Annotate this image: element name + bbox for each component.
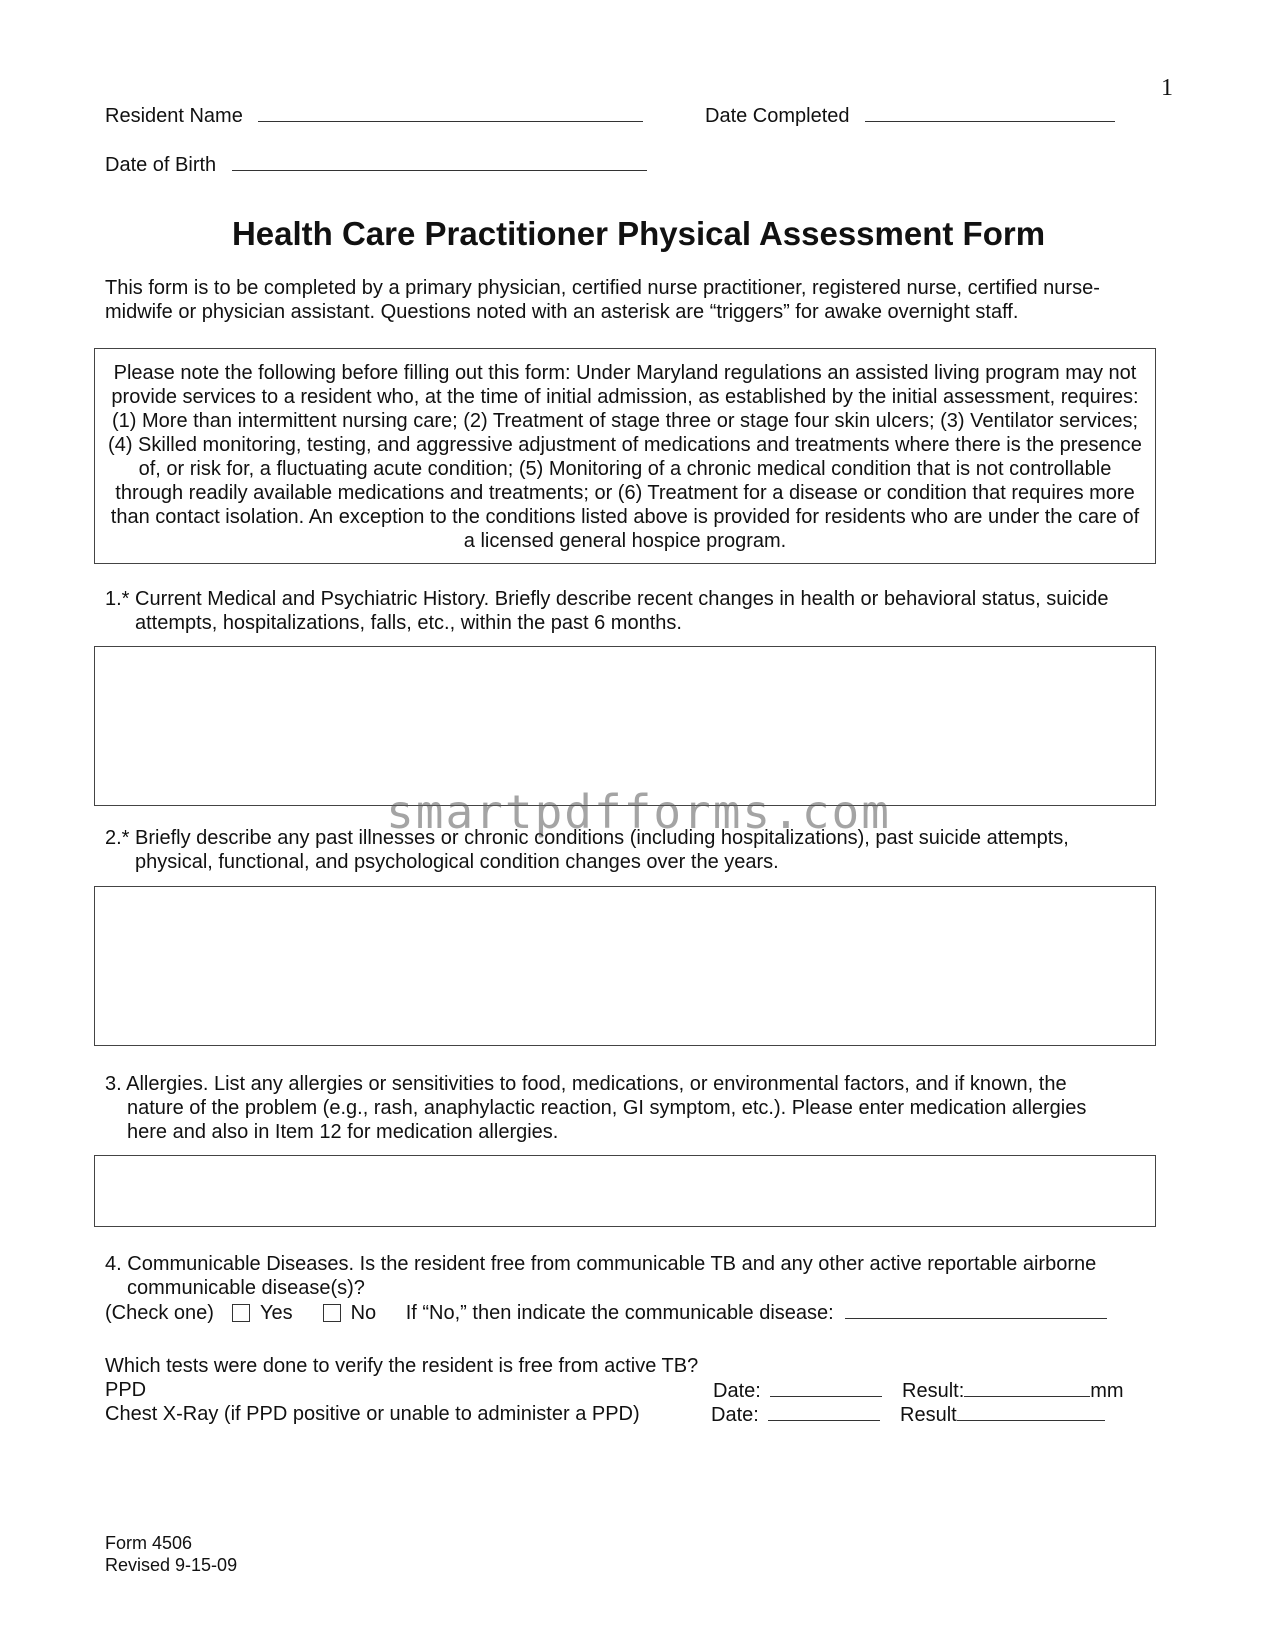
xray-result-field [900, 1402, 1105, 1427]
question-2-number: 2.* [105, 827, 130, 849]
question-3-text: Allergies. List any allergies or sensitivities to food, medications, or environmental factors, and if known, the [126, 1073, 1067, 1095]
communicable-disease-blank[interactable] [845, 1300, 1107, 1319]
question-1-number: 1.* [105, 588, 130, 610]
xray-date-field [711, 1402, 880, 1427]
ppd-unit: mm [1090, 1380, 1124, 1402]
xray-date-blank[interactable] [768, 1402, 880, 1421]
date-of-birth-blank[interactable] [232, 152, 647, 171]
watermark: smartpdfforms.com [386, 785, 891, 839]
ppd-date-blank[interactable] [770, 1378, 882, 1397]
question-2-text: Briefly describe any past illnesses or chronic conditions (including hospitalizations), past suicide attempts, [135, 827, 1069, 849]
footer [105, 1532, 237, 1576]
xray-result-blank[interactable] [957, 1402, 1105, 1421]
resident-name-label: Resident Name [105, 105, 243, 127]
date-completed-blank[interactable] [865, 103, 1115, 122]
yes-checkbox[interactable] [232, 1304, 250, 1322]
date-of-birth-field [105, 152, 647, 177]
intro-text: This form is to be completed by a primary physician, certified nurse practitioner, registered nurse, certified nurse-midwife or physician assistant. Questions noted with an asterisk are “triggers” for awake overnight staff. [105, 277, 1100, 323]
form-title: Health Care Practitioner Physical Assessment Form [231, 215, 1046, 252]
question-4-number: 4. [105, 1253, 122, 1275]
question-1-text: Current Medical and Psychiatric History. Briefly describe recent changes in health or behavioral status, suicide [135, 588, 1109, 610]
question-1-answer-box[interactable] [94, 646, 1156, 806]
resident-name-field [105, 103, 643, 128]
page-number: 1 [1161, 75, 1173, 101]
footer-form-number: Form 4506 [105, 1533, 193, 1553]
tb-question: Which tests were done to verify the resident is free from active TB? [105, 1355, 699, 1377]
notice-box [94, 348, 1156, 564]
question-2 [105, 826, 1165, 874]
ppd-result-field [902, 1378, 1124, 1403]
question-4 [105, 1252, 1165, 1325]
no-label: No [350, 1302, 377, 1324]
question-1 [105, 587, 1165, 635]
resident-name-blank[interactable] [258, 103, 643, 122]
ppd-result-blank[interactable] [964, 1378, 1090, 1397]
question-3-text-cont2: here and also in Item 12 for medication allergies. [127, 1121, 559, 1143]
question-2-text-cont: physical, functional, and psychological condition changes over the years. [135, 851, 779, 873]
question-4-text-cont: communicable disease(s)? [127, 1277, 365, 1299]
question-1-text-cont: attempts, hospitalizations, falls, etc., within the past 6 months. [135, 612, 682, 634]
question-3 [105, 1072, 1165, 1144]
question-4-check-row [105, 1300, 1165, 1325]
date-completed-label: Date Completed [705, 105, 850, 127]
xray-label: Chest X-Ray (if PPD positive or unable to administer a PPD) [105, 1403, 640, 1425]
ppd-result-label: Result: [902, 1380, 965, 1402]
ppd-date-label: Date: [713, 1380, 761, 1402]
no-checkbox[interactable] [323, 1304, 341, 1322]
date-of-birth-label: Date of Birth [105, 154, 217, 176]
xray-date-label: Date: [711, 1404, 759, 1426]
date-completed-field [705, 103, 1115, 128]
question-3-answer-box[interactable] [94, 1155, 1156, 1227]
ppd-date-field [713, 1378, 882, 1403]
question-2-answer-box[interactable] [94, 886, 1156, 1046]
question-3-number: 3. [105, 1073, 122, 1095]
notice-text: Please note the following before filling out this form: Under Maryland regulations an assisted living program may not provide services to a resident who, at the time of initial admission, as established by the initial assessment, requires: (1) More than intermittent nursing care; (2) Treatment of stage three or stage four skin ulcers; (3) Ventilator services; (4) Skilled monitoring, testing, and aggressive adjustment of medications and treatments where there is the presence of, or risk for, a fluctuating acute condition; (5) Monitoring of a chronic medical condition that is not controllable through readily available medications and treatments; or (6) Treatment for a disease or condition that requires more than contact isolation. An exception to the conditions listed above is provided for residents who are under the care of a licensed general hospice program. [108, 362, 1142, 552]
question-3-text-cont: nature of the problem (e.g., rash, anaphylactic reaction, GI symptom, etc.). Please enter medication allergies [127, 1097, 1087, 1119]
yes-label: Yes [259, 1302, 293, 1324]
question-4-text: Communicable Diseases. Is the resident free from communicable TB and any other active reportable airborne [127, 1253, 1097, 1275]
ppd-label: PPD [105, 1379, 147, 1401]
if-no-label: If “No,” then indicate the communicable disease: [405, 1302, 834, 1324]
xray-result-label: Result [900, 1404, 957, 1426]
check-one-label: (Check one) [105, 1302, 214, 1324]
footer-revised-date: Revised 9-15-09 [105, 1555, 238, 1575]
